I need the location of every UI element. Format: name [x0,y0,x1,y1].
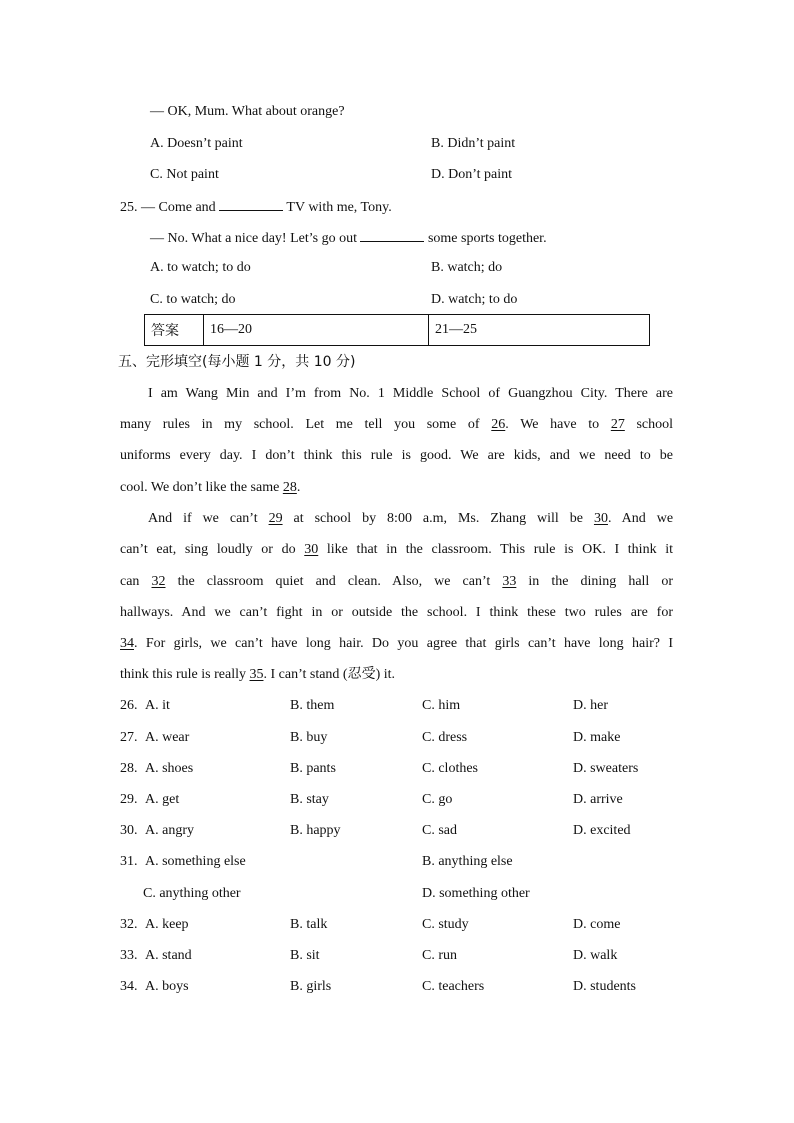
q24-option-d: D. Don’t paint [431,167,513,182]
q26-option-d: D. her [573,698,608,713]
q31-option-a: A. something else [145,854,246,869]
q34-option-b: B. girls [290,979,332,994]
passage-text: . For girls, we can’t have long hair. Do you agree that girls can’t have long hair? I [134,636,673,651]
passage-text: . We have to [505,417,600,432]
blank-32: 32 [151,574,166,589]
q31-number: 31. [120,854,138,869]
q32-option-b: B. talk [290,917,328,932]
q34-number: 34. [120,979,138,994]
q25-option-a: A. to watch; to do [150,260,251,275]
section-title: 五、完形填空(每小题 1 分，共 10 分) [118,354,356,370]
q28-option-b: B. pants [290,761,336,776]
passage-text: . I can’t stand (忍受) it. [263,667,396,682]
q24-reply: — OK, Mum. What about orange? [150,104,345,119]
passage-text: can’t eat, sing loudly or do [120,542,296,557]
q25-line1-pre: — Come and [141,200,216,215]
passage-text: like that in the classroom. This rule is OK. I think it [326,542,674,557]
q28-option-a: A. shoes [145,761,194,776]
passage-text: cool. We don’t like the same [120,480,280,495]
passage-text: uniforms every day. I don’t think this rule is good. We are kids, and we need to be [120,448,673,463]
q26-option-b: B. them [290,698,335,713]
q25-blank-2 [360,228,424,242]
passage-text: And if we can’t [148,511,258,526]
q27-option-d: D. make [573,730,621,745]
q32-option-c: C. study [422,917,469,932]
passage-text: . And we [607,511,674,526]
q30-option-d: D. excited [573,823,631,838]
q28-option-c: C. clothes [422,761,478,776]
q34-option-d: D. students [573,979,636,994]
q27-option-a: A. wear [145,730,190,745]
passage-line-3 [120,447,673,465]
passage-text: in the dining hall or [528,574,674,589]
answer-range-21-25: 21—25 [429,315,650,346]
q33-option-d: D. walk [573,948,618,963]
q25-line2 [150,228,547,248]
q31-option-c: C. anything other [143,886,241,901]
blank-34: 34 [120,636,134,651]
q32-option-d: D. come [573,917,621,932]
q27-number: 27. [120,730,138,745]
q32-option-a: A. keep [145,917,189,932]
q26-option-c: C. him [422,698,461,713]
q33-option-c: C. run [422,948,457,963]
q25-line1-post: TV with me, Tony. [286,200,392,215]
q25-option-d: D. watch; to do [431,292,518,307]
q26-option-a: A. it [145,698,170,713]
q33-option-b: B. sit [290,948,320,963]
passage-line-2 [120,416,673,434]
blank-29: 29 [268,511,283,526]
q31-option-d: D. something other [422,886,530,901]
blank-35: 35 [249,667,264,682]
q34-option-c: C. teachers [422,979,485,994]
answer-table [144,314,650,346]
q30-option-b: B. happy [290,823,341,838]
q32-number: 32. [120,917,138,932]
q34-option-a: A. boys [145,979,189,994]
q28-number: 28. [120,761,138,776]
q25-line2-post: some sports together. [427,231,547,246]
q33-number: 33. [120,948,138,963]
passage-text: the classroom quiet and clean. Also, we can’t [177,574,491,589]
passage-line-7 [120,573,673,591]
q24-option-b: B. Didn’t paint [431,136,516,151]
q24-option-a: A. Doesn’t paint [150,136,243,151]
q24-option-c: C. Not paint [150,167,219,182]
passage-text: at school by 8:00 a.m, Ms. Zhang will be [293,511,583,526]
q25-option-b: B. watch; do [431,260,503,275]
q33-option-a: A. stand [145,948,192,963]
passage-line-5 [148,510,673,528]
q25-blank-1 [219,197,283,211]
passage-line-6 [120,541,673,559]
answer-label: 答案 [145,315,204,346]
passage-text: I am Wang Min and I’m from No. 1 Middle School of Guangzhou City. There are [148,386,673,401]
passage-text: . [296,480,301,495]
q26-number: 26. [120,698,138,713]
blank-30: 30 [593,511,608,526]
q25-line1 [120,197,392,217]
q27-option-c: C. dress [422,730,468,745]
blank-27: 27 [610,417,625,432]
q27-option-b: B. buy [290,730,328,745]
blank-31: 30 [304,542,319,557]
passage-line-9 [120,635,673,653]
blank-33: 33 [502,574,517,589]
passage-line-10 [120,666,673,684]
passage-line-1 [148,385,673,403]
passage-line-4 [120,479,673,497]
passage-text: can [120,574,140,589]
q30-option-c: C. sad [422,823,457,838]
passage-text: school [636,417,674,432]
q29-option-a: A. get [145,792,180,807]
q28-option-d: D. sweaters [573,761,639,776]
passage-text: many rules in my school. Let me tell you some of [120,417,480,432]
q25-option-c: C. to watch; do [150,292,236,307]
q25-number: 25. [120,200,138,215]
blank-26: 26 [491,417,506,432]
q29-number: 29. [120,792,138,807]
q29-option-d: D. arrive [573,792,623,807]
passage-text: think this rule is really [120,667,246,682]
q29-option-c: C. go [422,792,453,807]
passage-text: hallways. And we can’t fight in or outside the school. I think these two rules are for [120,605,673,620]
answer-range-16-20: 16—20 [204,315,429,346]
q31-option-b: B. anything else [422,854,513,869]
blank-28: 28 [282,480,297,495]
q30-option-a: A. angry [145,823,194,838]
q30-number: 30. [120,823,138,838]
q29-option-b: B. stay [290,792,329,807]
passage-line-8 [120,604,673,622]
q25-line2-pre: — No. What a nice day! Let’s go out [150,231,357,246]
